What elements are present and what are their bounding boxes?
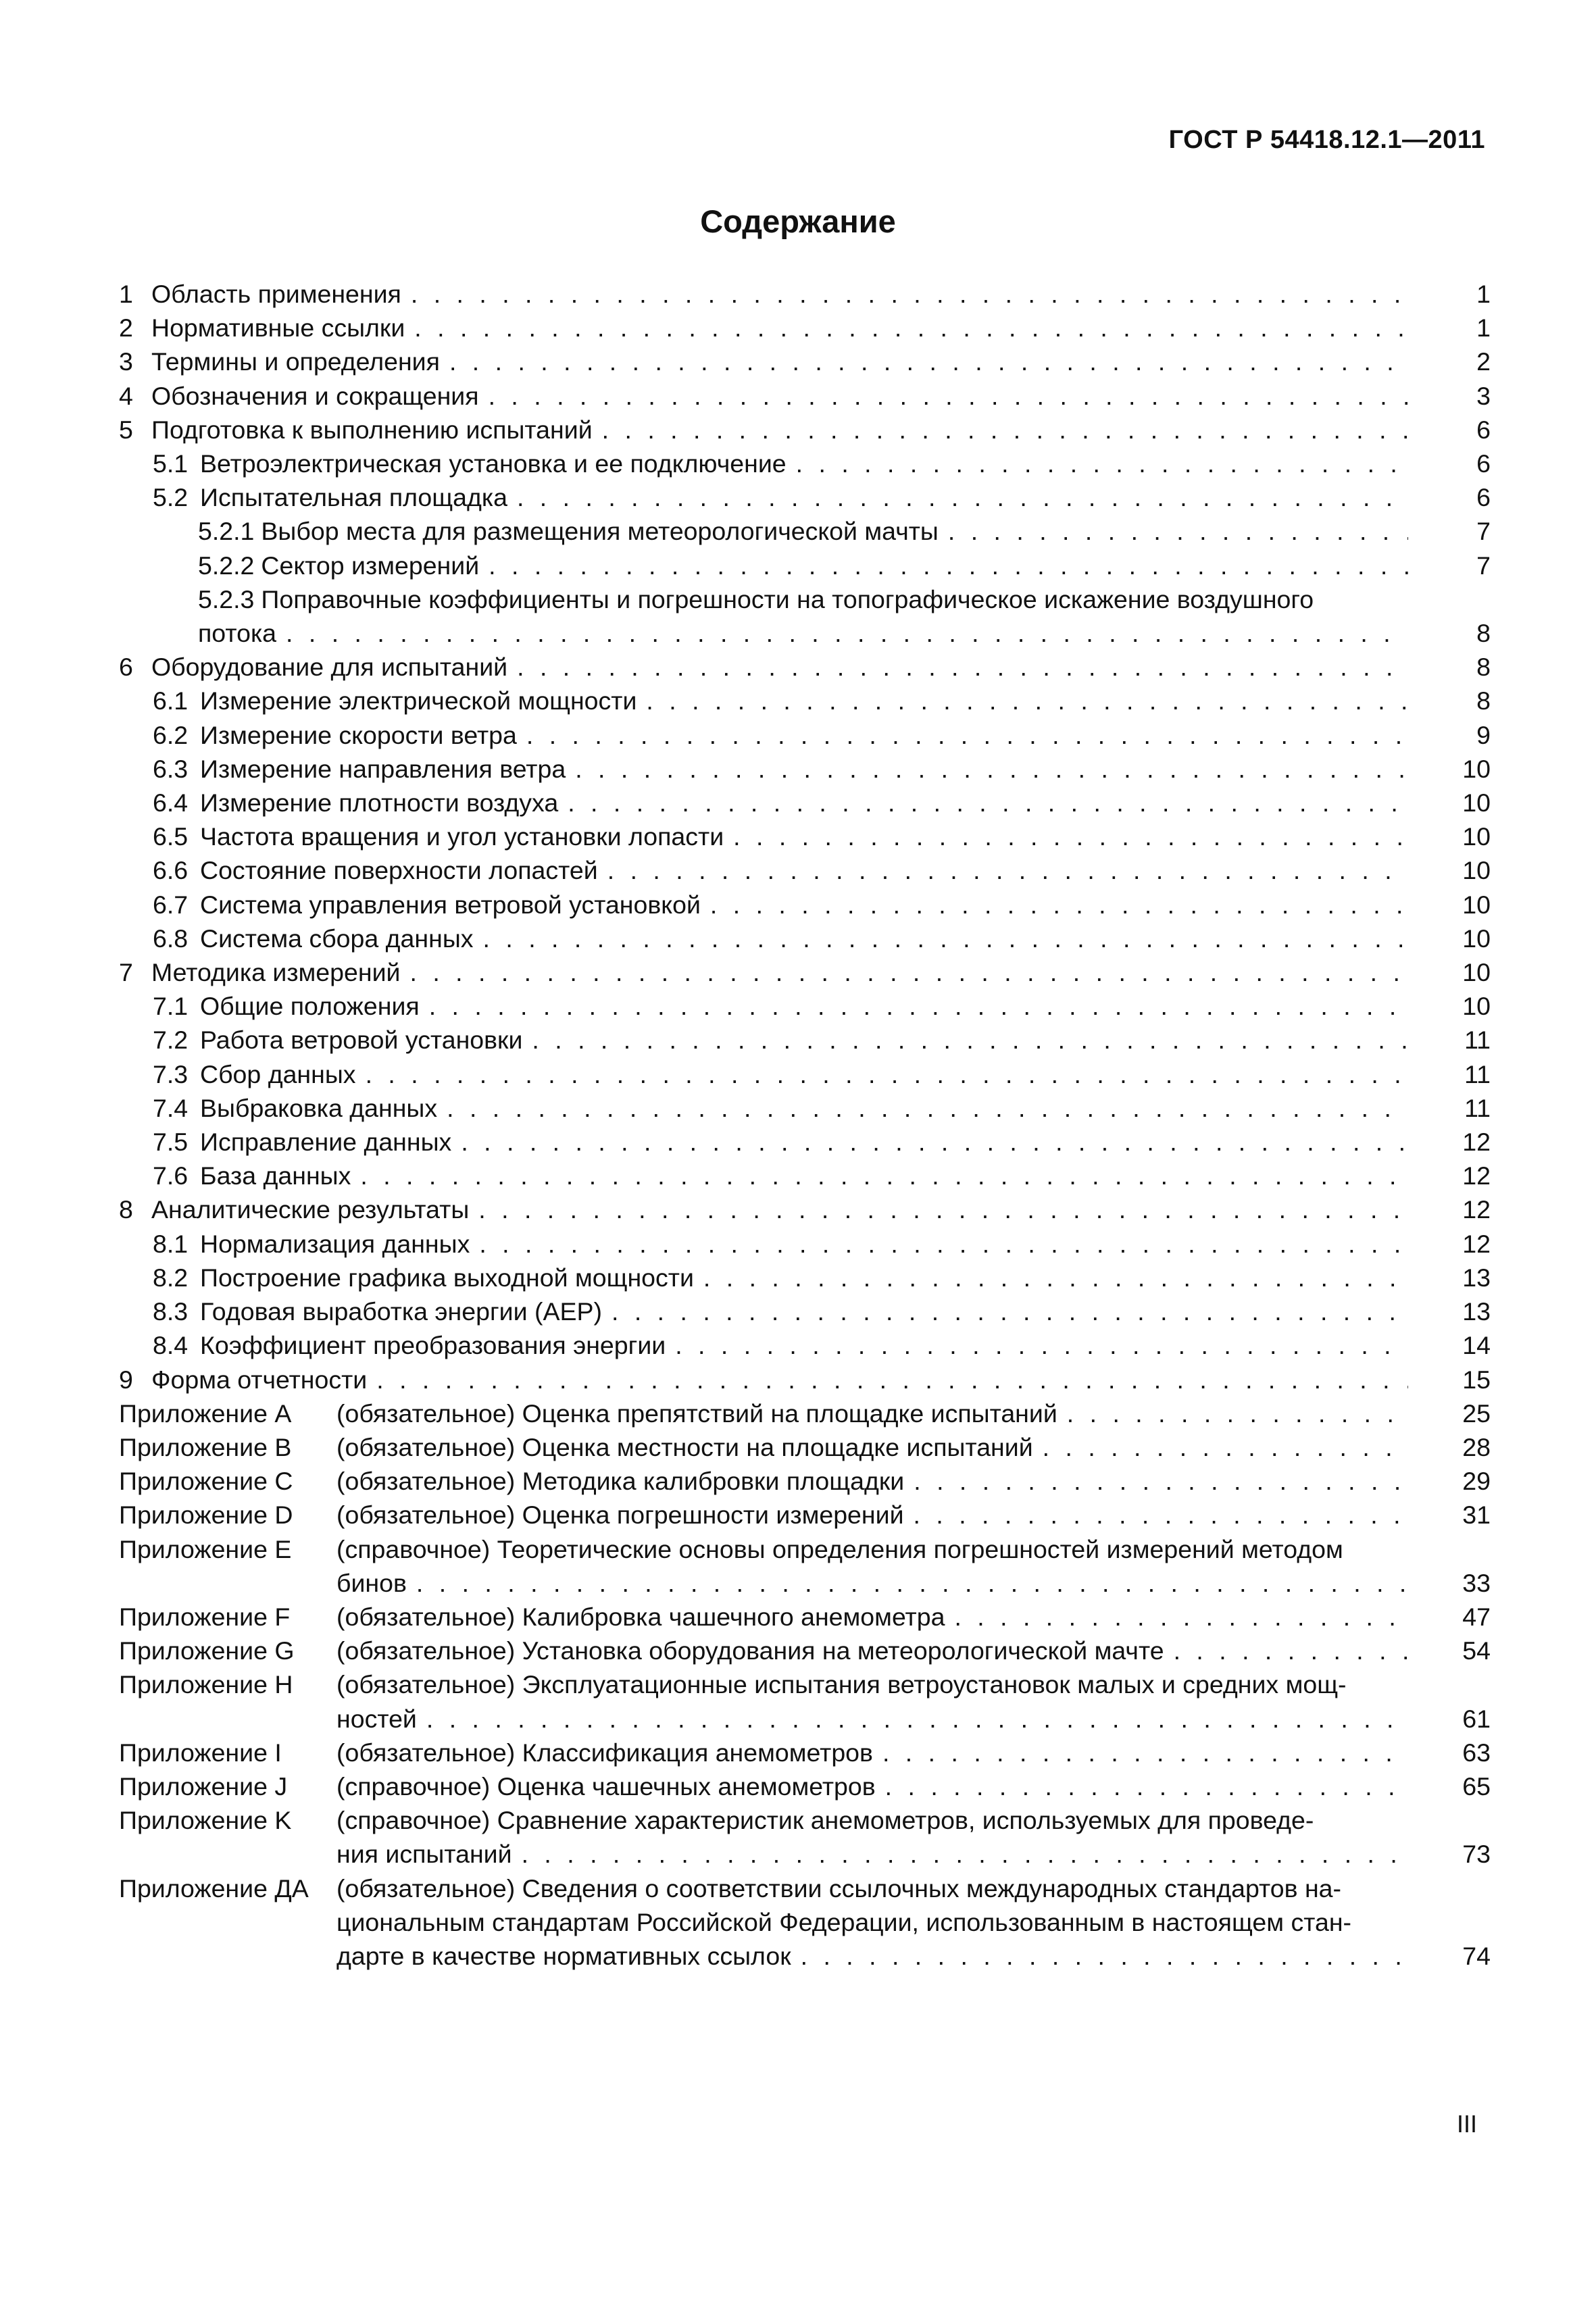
- toc-entry: [119, 1159, 1491, 1192]
- toc-entry-line: [198, 549, 1408, 582]
- toc-entry-title: Годовая выработка энергии (AEP): [200, 1297, 602, 1326]
- toc-entry-number: 6.3: [153, 754, 189, 783]
- toc-entry-number: 8.1: [153, 1229, 189, 1258]
- toc-entry-page: 10: [1462, 822, 1491, 851]
- annex-entry-line: [119, 1430, 1408, 1464]
- annex-entry-line: [119, 1736, 1408, 1769]
- toc-entry: [119, 1261, 1491, 1294]
- toc-entry-page: 9: [1476, 720, 1491, 749]
- annex-entry: [119, 1464, 1491, 1498]
- toc-title: Содержание: [700, 203, 896, 239]
- toc-entry-line: [119, 379, 1408, 413]
- toc-entry-line: [153, 718, 1408, 752]
- toc-entry-page: 1: [1476, 313, 1491, 343]
- annex-title: (обязательное) Установка оборудования на метеорологической мачте: [336, 1636, 1164, 1665]
- toc-entry-number: 6.7: [153, 890, 189, 919]
- toc-entry-page: 13: [1462, 1297, 1491, 1326]
- toc-entry-number: 6.5: [153, 822, 189, 851]
- table-of-contents: [119, 277, 1491, 1973]
- toc-entry: [119, 1091, 1491, 1125]
- toc-entry-page: 8: [1476, 653, 1491, 682]
- toc-entry-page: 11: [1464, 1059, 1491, 1088]
- toc-entry: [119, 1363, 1491, 1397]
- toc-entry-page: 10: [1462, 856, 1491, 885]
- toc-entry: [119, 1125, 1491, 1159]
- toc-entry-number: 7.2: [153, 1026, 189, 1055]
- annex-page: 61: [1462, 1704, 1491, 1733]
- annex-title: (обязательное) Калибровка чашечного анемометра: [336, 1602, 945, 1631]
- toc-entry-page: 10: [1462, 924, 1491, 953]
- toc-entry-title: Измерение скорости ветра: [200, 720, 517, 749]
- toc-entry: [119, 413, 1491, 447]
- toc-entry-page: 10: [1462, 890, 1491, 919]
- toc-entry-number: 7.5: [153, 1128, 189, 1157]
- annex-entry-continuation: [119, 1566, 1491, 1600]
- toc-entry-page: 10: [1462, 992, 1491, 1021]
- toc-entry-page: 11: [1464, 1093, 1491, 1122]
- annex-title: (обязательное) Оценка местности на площадке испытаний: [336, 1432, 1033, 1461]
- toc-entry-title: Сбор данных: [200, 1059, 356, 1088]
- toc-entry-page: 10: [1462, 958, 1491, 987]
- annex-label: Приложение C: [119, 1467, 293, 1496]
- toc-entry-title: Выбраковка данных: [200, 1093, 438, 1122]
- annex-page: 28: [1462, 1432, 1491, 1461]
- toc-entry-number: 5.1: [153, 449, 189, 478]
- toc-entry: [119, 955, 1491, 989]
- annex-entry: [119, 1634, 1491, 1667]
- toc-entry-number: 9: [119, 1365, 133, 1394]
- annex-page: 33: [1462, 1568, 1491, 1597]
- toc-entry-page: 6: [1476, 449, 1491, 478]
- toc-entry-line: [119, 955, 1408, 989]
- toc-entry-line: [153, 684, 1408, 718]
- annex-entry-line: [119, 1939, 1408, 1973]
- annex-entry: [119, 1498, 1491, 1532]
- annex-entry-line: [119, 1634, 1408, 1667]
- toc-entry-title: Область применения: [151, 280, 401, 308]
- toc-entry-page: 10: [1462, 754, 1491, 783]
- toc-entry: [119, 549, 1491, 582]
- toc-entry-number: 7.4: [153, 1093, 189, 1122]
- annex-entry-line: [119, 1498, 1408, 1532]
- annex-page: 63: [1462, 1738, 1491, 1767]
- toc-entry-line: [198, 582, 1408, 616]
- toc-entry-number: 6.2: [153, 720, 189, 749]
- annex-title: (обязательное) Сведения о соответствии ссылочных международных стандартов на-: [336, 1873, 1341, 1903]
- annex-entry-line: [119, 1905, 1408, 1939]
- toc-entry-number: 7.1: [153, 992, 189, 1021]
- annex-page: 29: [1462, 1467, 1491, 1496]
- annex-label: Приложение B: [119, 1432, 292, 1461]
- toc-entry-page: 6: [1476, 483, 1491, 512]
- toc-entry-title: Оборудование для испытаний: [151, 653, 508, 682]
- toc-entry-line: [153, 752, 1408, 786]
- toc-entry-page: 12: [1462, 1195, 1491, 1224]
- toc-entry-title: Аналитические результаты: [151, 1195, 470, 1224]
- toc-entry-line: [153, 922, 1408, 955]
- toc-entry-title: Измерение плотности воздуха: [200, 788, 559, 818]
- annex-entry-line: [119, 1464, 1408, 1498]
- toc-entry-page: 7: [1476, 551, 1491, 580]
- toc-entry-line: [153, 786, 1408, 820]
- annex-title: ния испытаний: [336, 1840, 512, 1869]
- toc-entry-title: Измерение электрической мощности: [200, 686, 637, 715]
- toc-entry-line: [153, 888, 1408, 922]
- toc-entry: [119, 1023, 1491, 1057]
- toc-entry-number: 6.8: [153, 924, 189, 953]
- toc-entry-title-cont: потока: [198, 619, 277, 648]
- annex-entry: [119, 1397, 1491, 1430]
- toc-entry-number: 6.4: [153, 788, 189, 818]
- annex-entry-continuation: [119, 1702, 1491, 1736]
- toc-entry-line: [119, 1192, 1408, 1226]
- toc-entry-number: 8: [119, 1195, 133, 1224]
- toc-entry-number: 1: [119, 280, 133, 308]
- toc-entry-line: [153, 1227, 1408, 1261]
- annex-entry-line: [119, 1397, 1408, 1430]
- toc-entry-line: [119, 413, 1408, 447]
- annex-title: (обязательное) Оценка погрешности измерений: [336, 1501, 904, 1530]
- toc-entry-number: 8.2: [153, 1263, 189, 1292]
- toc-entry-line: [153, 1125, 1408, 1159]
- annex-title: (обязательное) Эксплуатационные испытания ветроустановок малых и средних мощ-: [336, 1670, 1347, 1699]
- toc-entry-title: Исправление данных: [200, 1128, 452, 1157]
- annex-label: Приложение J: [119, 1771, 288, 1801]
- toc-entry-page: 12: [1462, 1161, 1491, 1190]
- toc-entry-line: [153, 820, 1408, 853]
- toc-entry-number: 4: [119, 381, 133, 410]
- annex-entry-line: [119, 1532, 1408, 1566]
- toc-entry-title: База данных: [200, 1161, 351, 1190]
- annex-page: 74: [1462, 1941, 1491, 1970]
- toc-entry-title: Общие положения: [200, 992, 420, 1021]
- toc-entry-page: 14: [1462, 1331, 1491, 1360]
- annex-entry-line: [119, 1769, 1408, 1803]
- toc-entry-line: [153, 1159, 1408, 1192]
- annex-title: (справочное) Сравнение характеристик анемометров, используемых для проведе-: [336, 1806, 1314, 1835]
- toc-entry-line: [153, 1328, 1408, 1362]
- toc-entry-page: 12: [1462, 1229, 1491, 1258]
- toc-entry: [119, 922, 1491, 955]
- toc-entry-line: [153, 989, 1408, 1023]
- toc-entry-number: 5.2: [153, 483, 189, 512]
- toc-entry-line: [198, 514, 1408, 548]
- toc-entry-title: Поправочные коэффициенты и погрешности на топографическое искажение воздушного: [261, 584, 1314, 613]
- toc-entry-line: [153, 480, 1408, 514]
- toc-entry-line: [119, 1363, 1408, 1397]
- annex-title: (обязательное) Методика калибровки площадки: [336, 1467, 905, 1496]
- toc-entry-title: Система сбора данных: [200, 924, 474, 953]
- toc-entry-title: Сектор измерений: [261, 551, 480, 580]
- toc-entry-page: 1: [1476, 280, 1491, 308]
- toc-entry-number: 6.1: [153, 686, 189, 715]
- annex-label: Приложение D: [119, 1501, 293, 1530]
- annex-label: Приложение K: [119, 1806, 292, 1835]
- toc-entry-page: 8: [1476, 619, 1491, 648]
- toc-entry-page: 11: [1464, 1026, 1491, 1055]
- toc-entry-page: 8: [1476, 686, 1491, 715]
- annex-entry-line: [119, 1837, 1408, 1871]
- annex-page: 31: [1462, 1501, 1491, 1530]
- toc-entry-page: 12: [1462, 1128, 1491, 1157]
- annex-entry-line: [119, 1600, 1408, 1634]
- toc-entry: [119, 786, 1491, 820]
- toc-entry-title: Частота вращения и угол установки лопасти: [200, 822, 724, 851]
- annex-entry: [119, 1803, 1491, 1837]
- toc-entry-title: Измерение направления ветра: [200, 754, 566, 783]
- toc-entry: [119, 379, 1491, 413]
- toc-entry-title: Работа ветровой установки: [200, 1026, 523, 1055]
- toc-entry-line: [119, 650, 1408, 684]
- toc-entry-page: 10: [1462, 788, 1491, 818]
- annex-page: 65: [1462, 1771, 1491, 1801]
- toc-entry-title: Система управления ветровой установкой: [200, 890, 701, 919]
- toc-entry-line: [153, 447, 1408, 480]
- annex-entry-line: [119, 1702, 1408, 1736]
- annex-title: ностей: [336, 1704, 417, 1733]
- toc-entry-number: 7: [119, 958, 133, 987]
- toc-entry: [119, 718, 1491, 752]
- annex-page: 54: [1462, 1636, 1491, 1665]
- toc-entry-page: 13: [1462, 1263, 1491, 1292]
- toc-entry: [119, 989, 1491, 1023]
- toc-entry-title: Подготовка к выполнению испытаний: [151, 415, 593, 444]
- annex-entry: [119, 1600, 1491, 1634]
- toc-entry-number: 5.2.3: [198, 584, 255, 613]
- annex-label: Приложение F: [119, 1602, 291, 1631]
- annex-label: Приложение H: [119, 1670, 293, 1699]
- toc-entry-page: 3: [1476, 381, 1491, 410]
- toc-entry-line: [119, 311, 1408, 345]
- annex-title: циональным стандартам Российской Федерации, использованным в настоящем стан-: [336, 1907, 1352, 1936]
- toc-entry: [119, 480, 1491, 514]
- toc-entry-title: Форма отчетности: [151, 1365, 368, 1394]
- annex-entry: [119, 1532, 1491, 1566]
- toc-entry: [119, 582, 1491, 616]
- annex-label: Приложение G: [119, 1636, 295, 1665]
- toc-entry-line: [119, 277, 1408, 311]
- annex-entry-line: [119, 1803, 1408, 1837]
- toc-entry-number: 7.3: [153, 1059, 189, 1088]
- toc-entry: [119, 820, 1491, 853]
- toc-entry-number: 5: [119, 415, 133, 444]
- toc-entry-page: 15: [1462, 1365, 1491, 1394]
- toc-entry: [119, 650, 1491, 684]
- toc-entry-title: Построение графика выходной мощности: [200, 1263, 694, 1292]
- toc-entry: [119, 514, 1491, 548]
- annex-label: Приложение ДА: [119, 1873, 309, 1903]
- toc-entry-continuation: [119, 616, 1491, 650]
- annex-title: дарте в качестве нормативных ссылок: [336, 1941, 791, 1970]
- toc-entry: [119, 1057, 1491, 1091]
- annex-entry: [119, 1430, 1491, 1464]
- toc-entry-title: Методика измерений: [151, 958, 401, 987]
- toc-entry-line: [198, 616, 1408, 650]
- annex-label: Приложение I: [119, 1738, 282, 1767]
- annex-entry-line: [119, 1871, 1408, 1905]
- toc-entry-title: Ветроэлектрическая установка и ее подключение: [200, 449, 787, 478]
- toc-entry-title: Нормализация данных: [200, 1229, 470, 1258]
- annex-entry-continuation: [119, 1905, 1491, 1939]
- toc-entry: [119, 447, 1491, 480]
- toc-entry: [119, 684, 1491, 718]
- toc-entry-line: [153, 853, 1408, 887]
- toc-entry-title: Испытательная площадка: [200, 483, 507, 512]
- toc-entry-title: Термины и определения: [151, 347, 440, 376]
- toc-entry: [119, 752, 1491, 786]
- annex-page: 47: [1462, 1602, 1491, 1631]
- toc-entry-number: 5.2.1: [198, 517, 255, 546]
- annex-entry: [119, 1871, 1491, 1905]
- toc-entry-number: 3: [119, 347, 133, 376]
- toc-entry-title: Нормативные ссылки: [151, 313, 405, 343]
- toc-entry: [119, 345, 1491, 378]
- toc-entry-line: [153, 1023, 1408, 1057]
- toc-entry-title: Выбор места для размещения метеорологической мачты: [261, 517, 939, 546]
- annex-entry-continuation: [119, 1939, 1491, 1973]
- toc-entry-title: Состояние поверхности лопастей: [200, 856, 598, 885]
- annex-title: бинов: [336, 1568, 407, 1597]
- toc-entry-page: 7: [1476, 517, 1491, 546]
- standard-code: ГОСТ Р 54418.12.1—2011: [1168, 126, 1485, 154]
- toc-entry: [119, 853, 1491, 887]
- annex-label: Приложение A: [119, 1399, 292, 1428]
- annex-entry-line: [119, 1667, 1408, 1701]
- toc-entry-number: 7.6: [153, 1161, 189, 1190]
- annex-title: (справочное) Теоретические основы определения погрешностей измерений методом: [336, 1534, 1343, 1563]
- toc-entry-line: [153, 1261, 1408, 1294]
- toc-entry-line: [153, 1057, 1408, 1091]
- toc-entry-title: Обозначения и сокращения: [151, 381, 479, 410]
- annex-page: 73: [1462, 1840, 1491, 1869]
- annex-entry-continuation: [119, 1837, 1491, 1871]
- annex-title: (справочное) Оценка чашечных анемометров: [336, 1771, 876, 1801]
- toc-entry-number: 6: [119, 653, 133, 682]
- annex-entry: [119, 1769, 1491, 1803]
- toc-entry-number: 6.6: [153, 856, 189, 885]
- toc-entry-number: 8.3: [153, 1297, 189, 1326]
- toc-entry-page: 6: [1476, 415, 1491, 444]
- annex-entry: [119, 1736, 1491, 1769]
- toc-entry-number: 2: [119, 313, 133, 343]
- annex-label: Приложение E: [119, 1534, 292, 1563]
- toc-entry: [119, 1328, 1491, 1362]
- page-number: III: [1456, 2110, 1477, 2138]
- toc-entry: [119, 888, 1491, 922]
- toc-entry-line: [153, 1091, 1408, 1125]
- annex-title: (обязательное) Оценка препятствий на площадке испытаний: [336, 1399, 1057, 1428]
- toc-entry-line: [119, 345, 1408, 378]
- toc-entry: [119, 311, 1491, 345]
- toc-entry: [119, 1227, 1491, 1261]
- annex-title: (обязательное) Классификация анемометров: [336, 1738, 873, 1767]
- toc-entry-title: Коэффициент преобразования энергии: [200, 1331, 666, 1360]
- toc-entry: [119, 1192, 1491, 1226]
- toc-entry-number: 5.2.2: [198, 551, 255, 580]
- toc-entry: [119, 1294, 1491, 1328]
- annex-page: 25: [1462, 1399, 1491, 1428]
- annex-entry-line: [119, 1566, 1408, 1600]
- toc-entry-line: [153, 1294, 1408, 1328]
- annex-entry: [119, 1667, 1491, 1701]
- toc-entry-number: 8.4: [153, 1331, 189, 1360]
- toc-entry: [119, 277, 1491, 311]
- toc-entry-page: 2: [1476, 347, 1491, 376]
